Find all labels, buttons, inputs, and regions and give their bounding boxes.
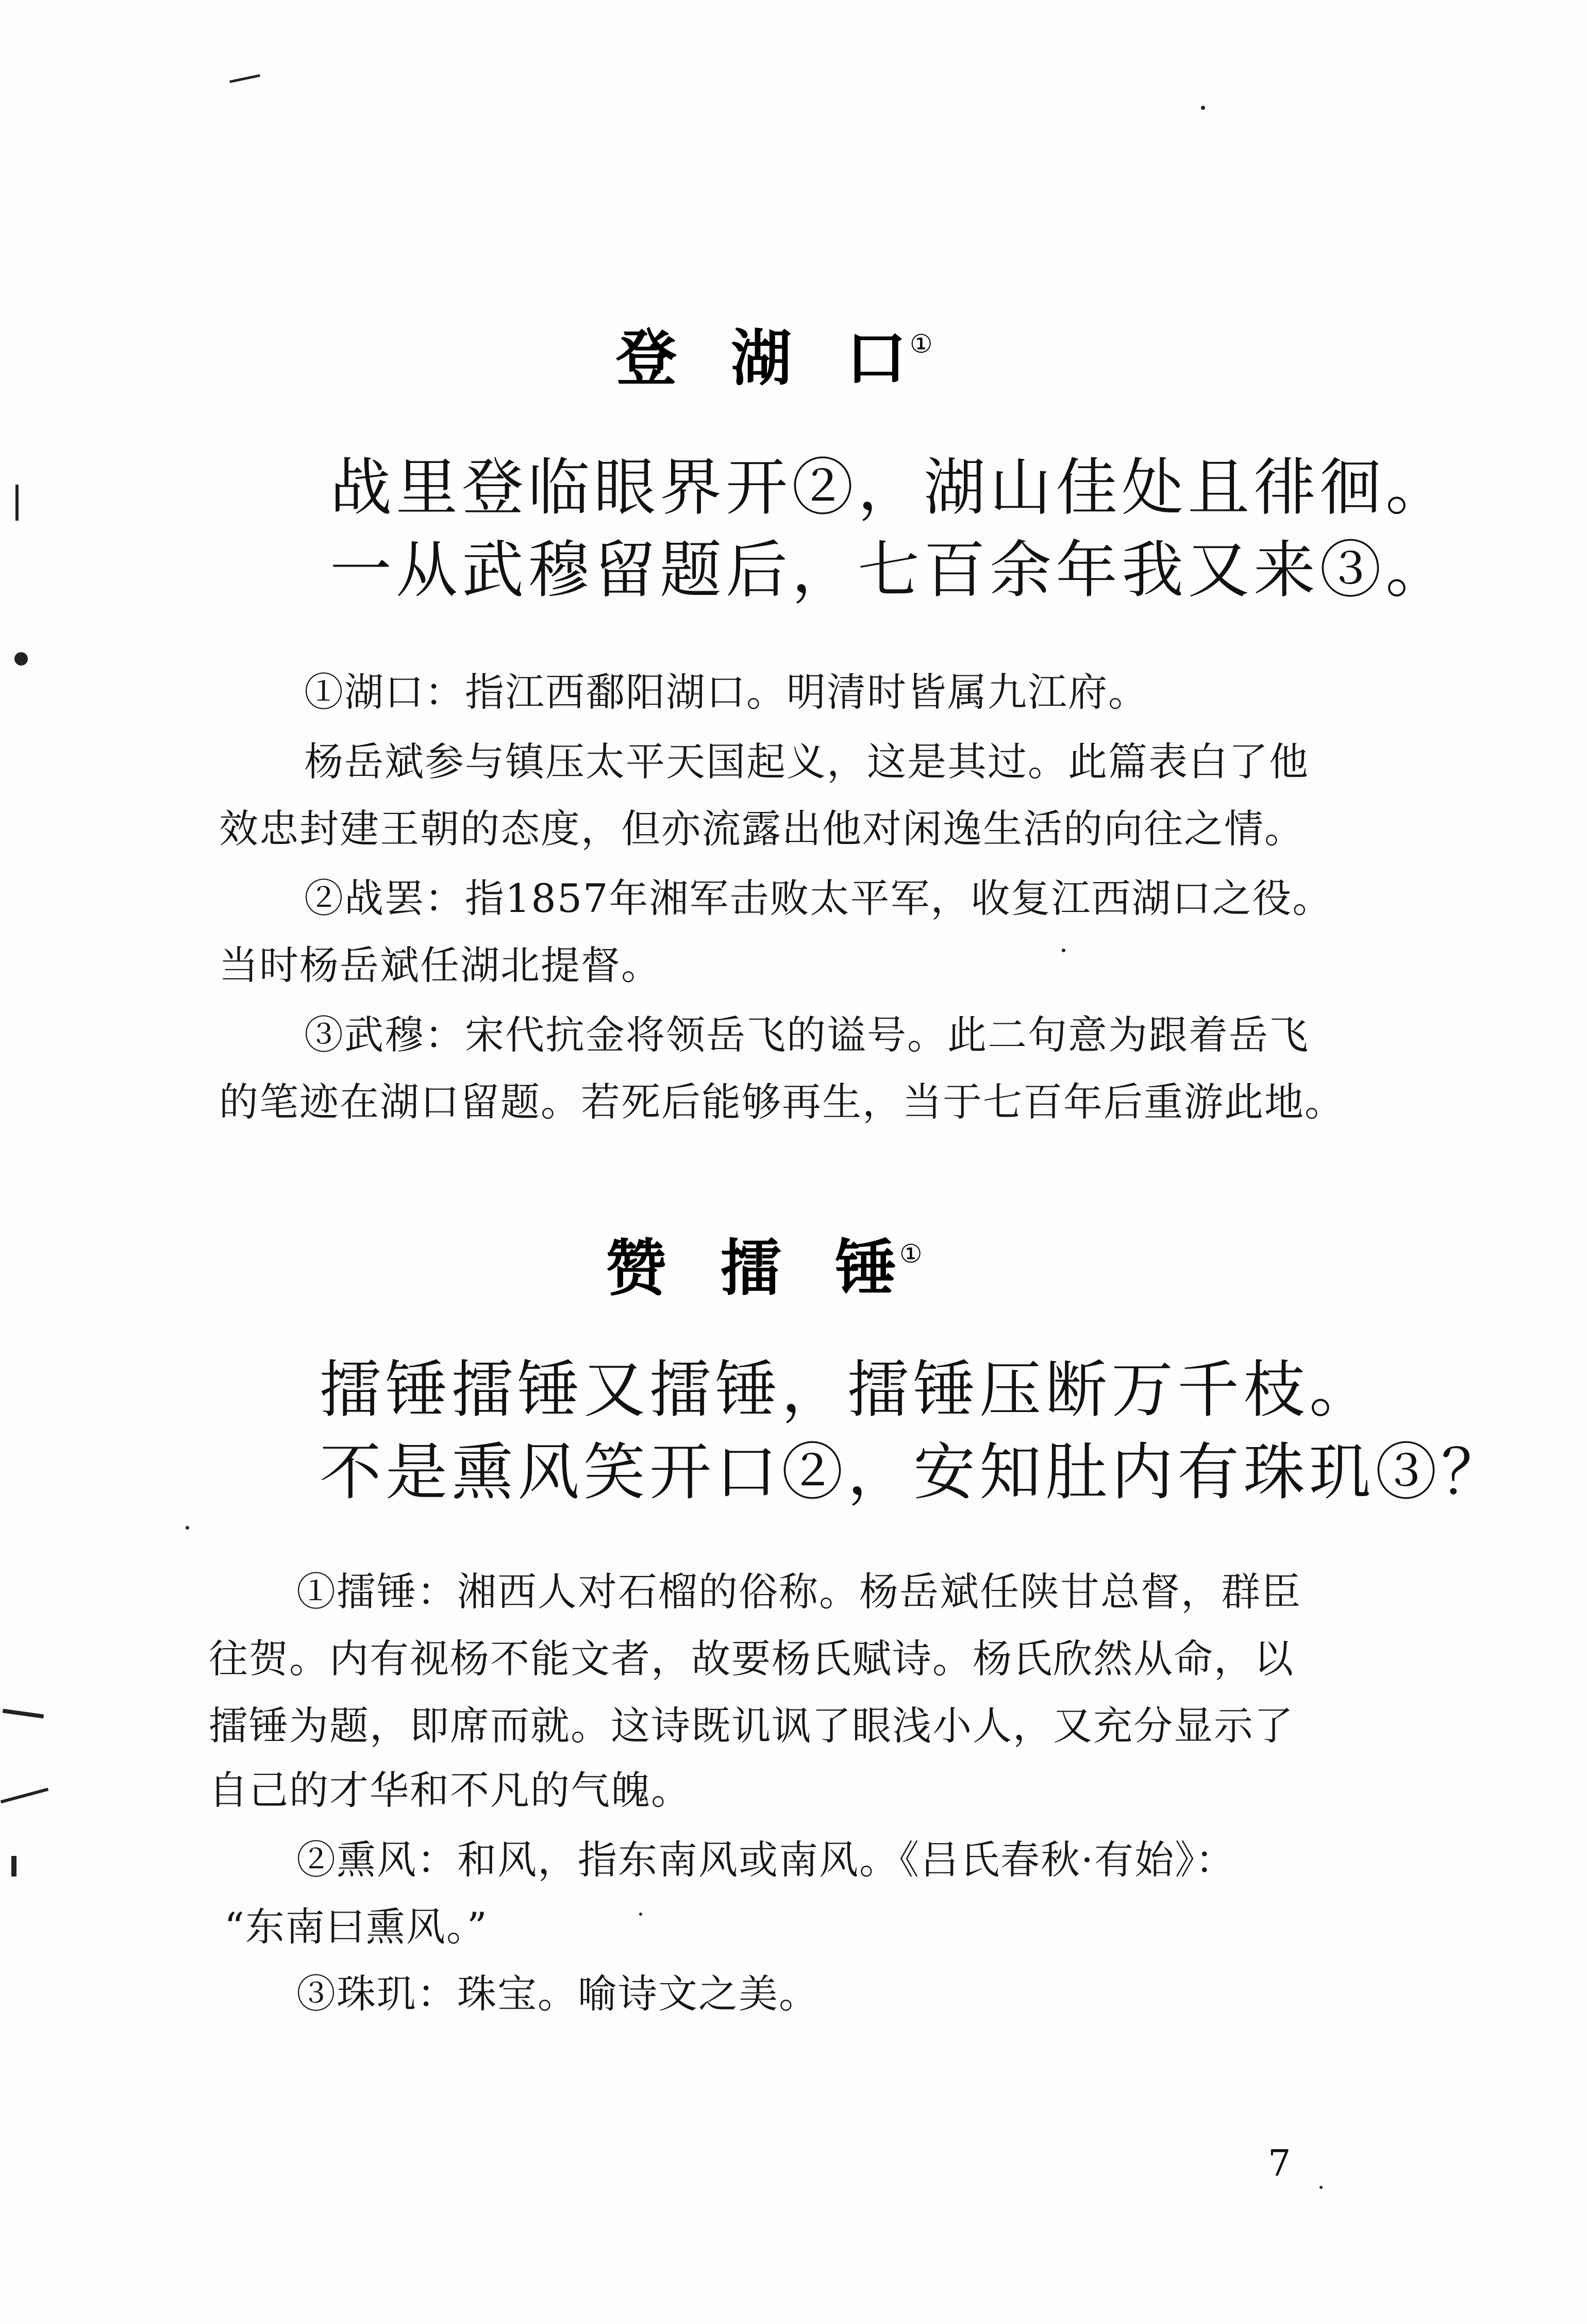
poem2-note-line: 擂锤为题，即席而就。这诗既讥讽了眼浅小人，又充分显示了	[209, 1703, 1294, 1749]
poem1-verse-line: 一从武穆留题后，七百余年我又来③。	[330, 535, 1451, 606]
scan-speck	[1319, 2186, 1323, 2189]
poem2-title-char: 锤	[836, 1232, 897, 1304]
poem1-title-char: 登	[616, 322, 677, 394]
poem1-title-char: 湖	[731, 322, 792, 394]
poem1-note-line: 当时杨岳斌任湖北提督。	[219, 942, 661, 988]
poem1-note-line: 杨岳斌参与镇压太平天国起义，这是其过。此篇表白了他	[304, 739, 1309, 785]
poem1-note-line: ①湖口：指江西鄱阳湖口。明清时皆属九江府。	[304, 669, 1148, 715]
poem2-note-line: ③珠玑：珠宝。喻诗文之美。	[296, 1971, 819, 2017]
poem2-note-line: 自己的才华和不凡的气魄。	[209, 1767, 691, 1813]
page-number: 7	[1268, 2142, 1291, 2184]
poem2-verse-line: 擂锤擂锤又擂锤，擂锤压断万千枝。	[320, 1354, 1375, 1426]
scan-mark	[229, 74, 260, 83]
poem1-note-line: 的笔迹在湖口留题。若死后能够再生，当于七百年后重游此地。	[219, 1079, 1345, 1125]
poem2-note-line: ①擂锤：湘西人对石榴的俗称。杨岳斌任陕甘总督，群臣	[296, 1569, 1301, 1615]
scan-mark	[3, 1708, 44, 1718]
poem1-title-char: 口	[846, 322, 907, 394]
poem2-title-char: 擂	[721, 1232, 782, 1304]
poem1-title	[616, 309, 932, 397]
scan-mark	[11, 1856, 16, 1877]
poem2-title	[606, 1219, 922, 1307]
scan-mark	[15, 485, 19, 521]
scan-mark	[1, 1788, 48, 1803]
poem2-title-char: 赞	[606, 1232, 667, 1304]
poem2-note-line: 往贺。内有视杨不能文者，故要杨氏赋诗。杨氏欣然从命，以	[209, 1636, 1294, 1682]
poem2-note-line: ②熏风：和风，指东南风或南风。《吕氏春秋·有始》：	[296, 1837, 1236, 1883]
poem2-title-marker: ①	[899, 1238, 923, 1269]
poem2-note-line: “东南曰熏风。”	[224, 1904, 488, 1950]
scan-speck	[1201, 106, 1205, 110]
scan-speck	[1062, 949, 1065, 952]
poem1-note-line: ③武穆：宋代抗金将领岳飞的谥号。此二句意为跟着岳飞	[304, 1012, 1309, 1058]
poem1-title-marker: ①	[910, 328, 933, 359]
poem1-verse-line: 战里登临眼界开②，湖山佳处且徘徊。	[330, 452, 1451, 524]
poem2-verse-line: 不是熏风笑开口②，安知肚内有珠玑③？	[320, 1437, 1507, 1508]
scan-speck	[14, 652, 28, 666]
scan-speck	[186, 1526, 189, 1530]
poem1-note-line: 效忠封建王朝的态度，但亦流露出他对闲逸生活的向往之情。	[219, 806, 1305, 852]
poem1-note-line: ②战罢：指1857年湘军击败太平军，收复江西湖口之役。	[304, 875, 1333, 921]
scan-speck	[639, 1913, 642, 1916]
